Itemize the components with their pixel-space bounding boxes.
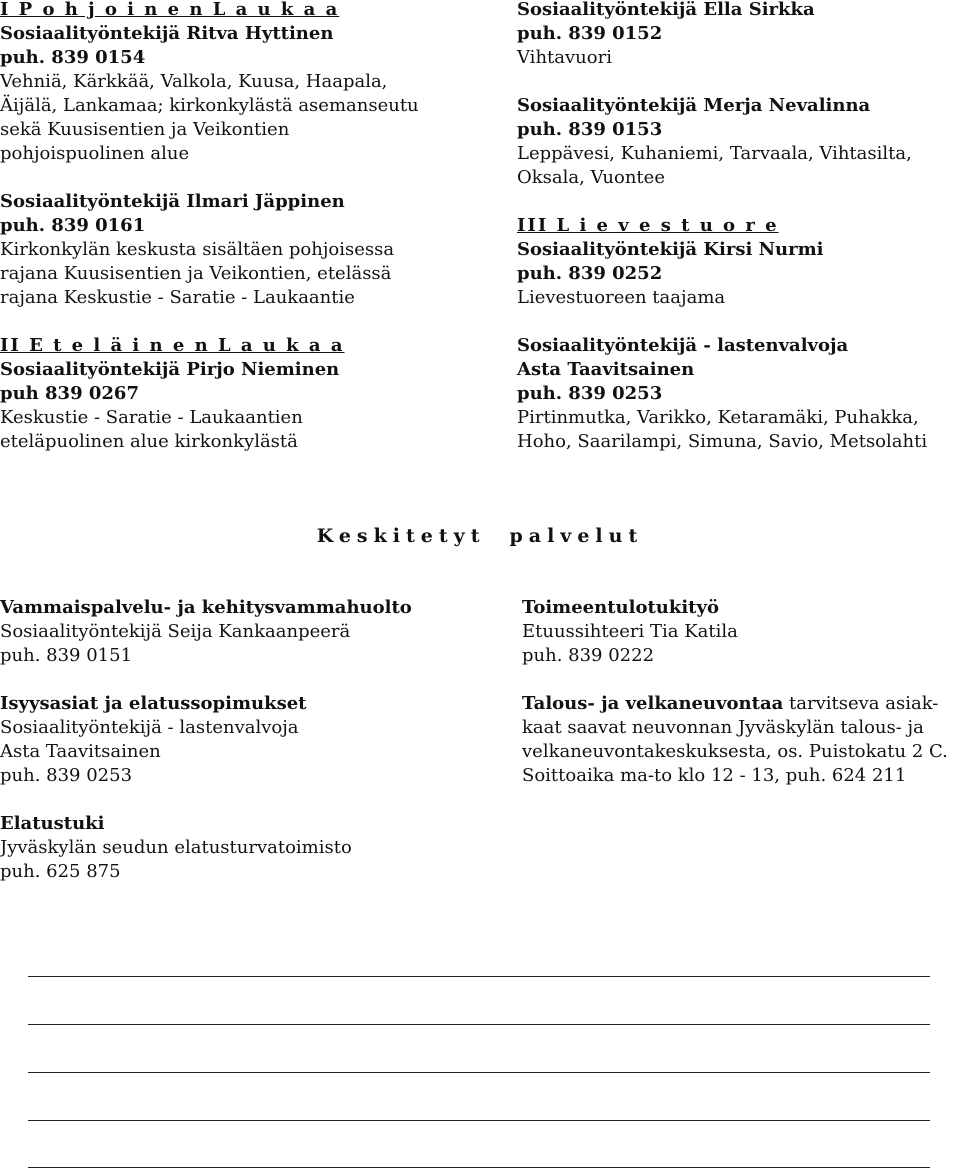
phone-number: puh 839 0267	[0, 383, 139, 404]
blank-line	[28, 976, 930, 977]
area-line: Pirtinmutka, Varikko, Ketaramäki, Puhakka,	[517, 407, 919, 428]
service-line: Jyväskylän seudun elatusturvatoimisto	[0, 837, 352, 858]
left-column	[0, 0, 419, 454]
service-title: Talous- ja velkaneuvontaa	[522, 693, 784, 714]
worker-name: Sosiaalityöntekijä Ritva Hyttinen	[0, 23, 334, 44]
services-right	[522, 596, 948, 788]
service-line: velkaneuvontakeskuksesta, os. Puistokatu 2 C.	[522, 741, 948, 762]
area-line: Kirkonkylän keskusta sisältäen pohjoisessa	[0, 239, 395, 260]
area-line: Vihtavuori	[517, 47, 612, 68]
worker-name: Sosiaalityöntekijä Pirjo Nieminen	[0, 359, 340, 380]
service-line	[522, 692, 948, 716]
service-text: tarvitseva asiak-	[783, 693, 939, 714]
service-title: Vammaispalvelu- ja kehitysvammahuolto	[0, 597, 412, 618]
service-line: Soittoaika ma-to klo 12 - 13, puh. 624 211	[522, 765, 907, 786]
worker-name: Sosiaalityöntekijä Ilmari Jäppinen	[0, 191, 345, 212]
area-line: eteläpuolinen alue kirkonkylästä	[0, 431, 298, 452]
area-line: Hoho, Saarilampi, Simuna, Savio, Metsolahti	[517, 431, 928, 452]
worker-name: Asta Taavitsainen	[517, 359, 695, 380]
worker-name: Sosiaalityöntekijä Kirsi Nurmi	[517, 239, 824, 260]
worker-name: Sosiaalityöntekijä Merja Nevalinna	[517, 95, 871, 116]
blank-line	[28, 1072, 930, 1073]
heading-word: Keskitetyt	[316, 525, 486, 547]
area-line: rajana Keskustie - Saratie - Laukaantie	[0, 287, 355, 308]
phone-number: puh. 839 0153	[517, 119, 663, 140]
service-line: puh. 839 0222	[522, 645, 655, 666]
section-3-title: III L i e v e s t u o r e	[517, 215, 779, 236]
phone-number: puh. 839 0253	[517, 383, 663, 404]
area-line: Äijälä, Lankamaa; kirkonkylästä asemanseutu	[0, 95, 419, 116]
section-2-title: II E t e l ä i n e n L a u k a a	[0, 335, 345, 356]
service-line: Asta Taavitsainen	[0, 741, 161, 762]
area-line: pohjoispuolinen alue	[0, 143, 190, 164]
service-line: Etuussihteeri Tia Katila	[522, 621, 738, 642]
phone-number: puh. 839 0161	[0, 215, 146, 236]
phone-number: puh. 839 0154	[0, 47, 146, 68]
service-line: puh. 625 875	[0, 861, 121, 882]
worker-name: Sosiaalityöntekijä Ella Sirkka	[517, 0, 815, 20]
area-line: Keskustie - Saratie - Laukaantien	[0, 407, 303, 428]
area-line: Leppävesi, Kuhaniemi, Tarvaala, Vihtasilta,	[517, 143, 912, 164]
phone-number: puh. 839 0252	[517, 263, 663, 284]
service-line: kaat saavat neuvonnan Jyväskylän talous- ja	[522, 717, 924, 738]
service-line: Sosiaalityöntekijä - lastenvalvoja	[0, 717, 299, 738]
service-title: Toimeentulotukityö	[522, 597, 719, 618]
blank-line	[28, 1167, 930, 1168]
area-line: Lievestuoreen taajama	[517, 287, 726, 308]
area-line: sekä Kuusisentien ja Veikontien	[0, 119, 290, 140]
service-line: puh. 839 0151	[0, 645, 133, 666]
services-left	[0, 596, 412, 884]
child-worker-title: Sosiaalityöntekijä - lastenvalvoja	[517, 335, 849, 356]
service-title: Isyysasiat ja elatussopimukset	[0, 693, 307, 714]
area-line: Oksala, Vuontee	[517, 167, 665, 188]
centralized-services-heading	[0, 524, 960, 548]
service-title: Elatustuki	[0, 813, 105, 834]
area-line: rajana Kuusisentien ja Veikontien, etelässä	[0, 263, 392, 284]
heading-word: palvelut	[509, 525, 644, 547]
section-1-title: I P o h j o i n e n L a u k a a	[0, 0, 340, 20]
service-line: puh. 839 0253	[0, 765, 133, 786]
blank-line	[28, 1024, 930, 1025]
service-line: Sosiaalityöntekijä Seija Kankaanpeerä	[0, 621, 351, 642]
right-column	[517, 0, 927, 454]
phone-number: puh. 839 0152	[517, 23, 663, 44]
blank-line	[28, 1120, 930, 1121]
area-line: Vehniä, Kärkkää, Valkola, Kuusa, Haapala,	[0, 71, 388, 92]
